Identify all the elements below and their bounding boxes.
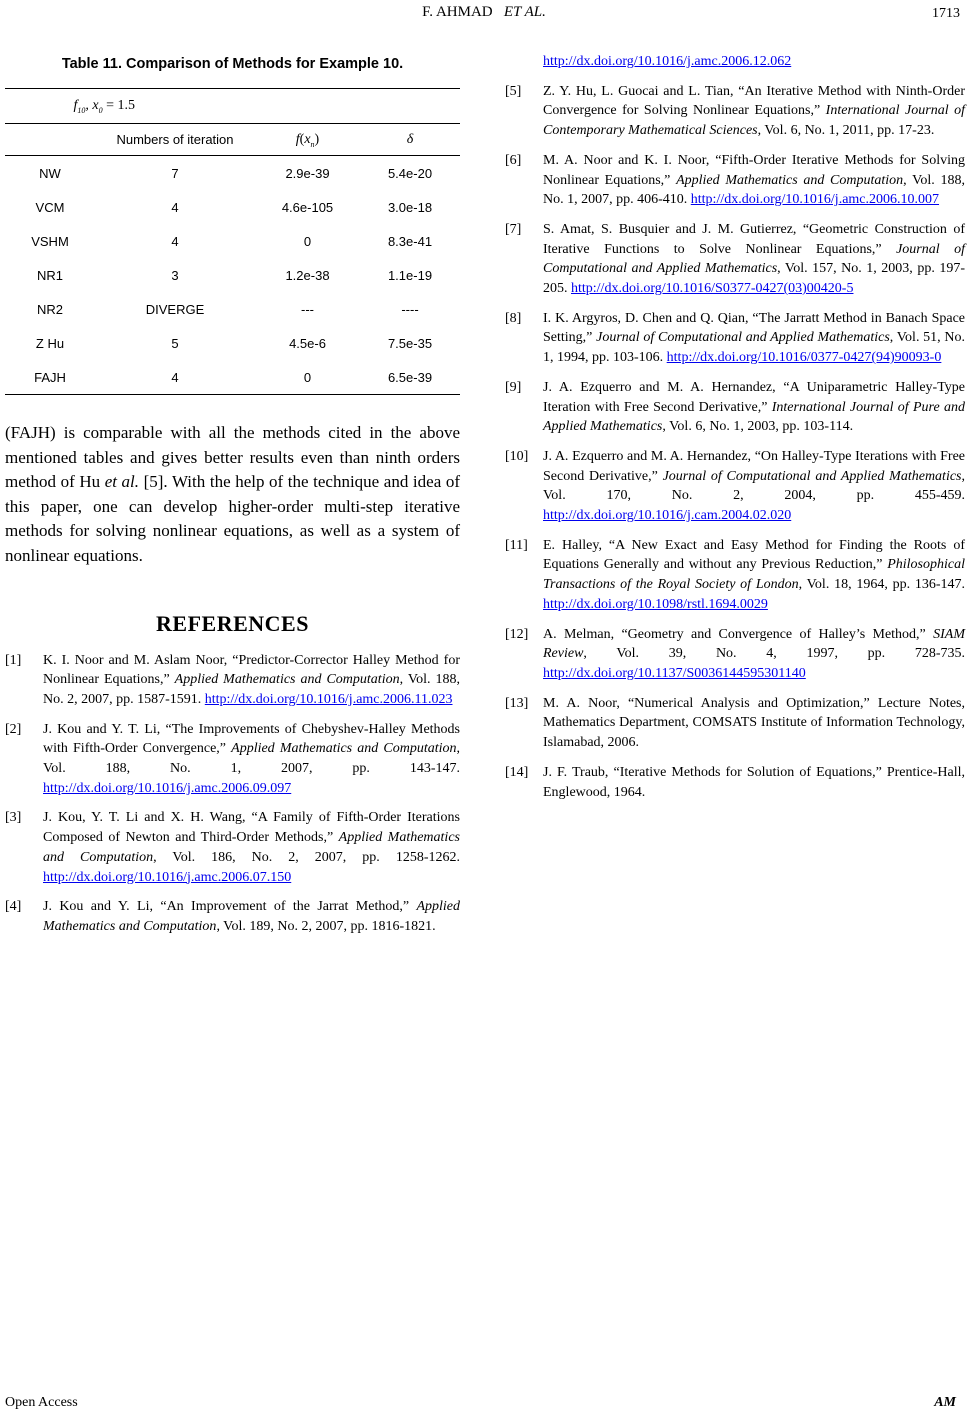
reference-number: [8] — [505, 310, 522, 326]
reference-journal: International Journal of Contemporary Mathematical Sciences — [543, 103, 965, 139]
running-header — [0, 4, 968, 21]
reference-text: M. A. Noor and K. I. Noor, “Fifth-Order Iterative Methods for Solving Nonlinear Equations,” Applied Mathematics and Computation, Vol. 188, No. 1, 2007, pp. 406-410. http://dx.doi.org/10.1016/j.amc.2006.10.007 — [543, 152, 966, 208]
references-heading: REFERENCES — [156, 610, 309, 636]
reference-number: [2] — [5, 721, 22, 737]
table-row — [5, 190, 460, 224]
doi-link[interactable]: http://dx.doi.org/10.1016/j.amc.2006.07.150 — [43, 869, 292, 885]
header-delta: δ — [360, 124, 460, 156]
reference-text — [543, 52, 965, 72]
table-cell-fx: --- — [301, 301, 314, 317]
reference-journal: International Journal of Pure and Applied Mathematics — [543, 399, 965, 435]
doi-link[interactable]: http://dx.doi.org/10.1016/j.amc.2006.10.007 — [690, 192, 940, 208]
table-cell-delta: 3.0e-18 — [387, 199, 433, 215]
reference-journal: Journal of Computational and Applied Mathematics — [543, 241, 965, 277]
table-cell-method: NR2 — [36, 301, 63, 317]
reference-number: [3] — [5, 810, 22, 826]
reference-text: J. A. Ezquerro and M. A. Hernandez, “On Halley-Type Iterations with Free Second Derivative,” Journal of Computational and Applied Mathematics, Vol. 170, No. 2, 2004, pp. 455-459. http://dx.doi.org/10.1016/j.cam.2004.02.020 — [543, 448, 965, 524]
table-cell-iter: 3 — [171, 267, 179, 283]
reference-number: [12] — [505, 626, 529, 642]
reference-item — [505, 694, 965, 753]
table-cell-delta: 5.4e-20 — [387, 165, 433, 181]
reference-journal: Journal of Computational and Applied Mathematics — [596, 330, 890, 346]
reference-text: Z. Y. Hu, L. Guocai and L. Tian, “An Iterative Method with Ninth-Order Convergence for Solving Nonlinear Equations,” International Journal of Contemporary Mathematical Sciences, Vol. 6, No. 1, 2011, pp. 17-23. — [543, 83, 965, 139]
table-cell-fx: 4.6e-105 — [281, 199, 334, 215]
table-cell-method: Z Hu — [35, 335, 65, 351]
table-cell-iter: 4 — [171, 199, 179, 215]
reference-text: A. Melman, “Geometry and Convergence of Halley’s Method,” SIAM Review, Vol. 39, No. 4, 1997, pp. 728-735. http://dx.doi.org/10.1137/S0036144595301140 — [543, 626, 965, 681]
reference-number: [13] — [505, 695, 529, 711]
reference-journal: Philosophical Transactions of the Royal Society of London — [543, 557, 965, 593]
right-column — [505, 52, 965, 812]
header-iterations: Numbers of iteration — [95, 124, 255, 156]
header-etal: ET AL. — [503, 4, 546, 20]
reference-item — [505, 309, 965, 368]
table-row — [5, 326, 460, 360]
table-cell-iter: 7 — [171, 165, 179, 181]
reference-item — [505, 82, 965, 141]
doi-link[interactable]: http://dx.doi.org/10.1016/j.amc.2006.11.023 — [204, 691, 453, 707]
table-cell-iter: 4 — [95, 360, 255, 395]
references-list-left — [5, 651, 460, 937]
table-cell-fx: 1.2e-38 — [285, 267, 330, 283]
reference-item — [505, 151, 965, 210]
reference-text: J. F. Traub, “Iterative Methods for Solution of Equations,” Prentice-Hall, Englewood, 1964. — [543, 764, 965, 800]
reference-item — [505, 378, 965, 437]
reference-text: J. Kou, Y. T. Li and X. H. Wang, “A Family of Fifth-Order Iterations Composed of Newton and Third-Order Methods,” Applied Mathematics and Computation, Vol. 186, No. 2, 2007, pp. 1258-1262. http://dx.doi.org/10.1016/j.amc.2006.07.150 — [43, 810, 460, 885]
table-cell-delta: ---- — [401, 301, 419, 317]
reference-journal: Applied Mathematics and Computation — [231, 741, 457, 757]
table-row — [5, 292, 460, 326]
reference-text: J. A. Ezquerro and M. A. Hernandez, “A Uniparametric Halley-Type Iteration with Free Second Derivative,” International Journal of Pure and Applied Mathematics, Vol. 6, No. 1, 2003, pp. 103-114. — [543, 379, 965, 435]
reference-number: [7] — [505, 221, 522, 237]
reference-item — [5, 720, 460, 799]
doi-link[interactable]: http://dx.doi.org/10.1016/S0377-0427(03)00420-5 — [571, 281, 854, 297]
reference-number — [505, 52, 543, 72]
page-number: 1713 — [932, 6, 960, 21]
reference-number: [4] — [5, 899, 22, 915]
reference-text: M. A. Noor, “Numerical Analysis and Optimization,” Lecture Notes, Mathematics Department, COMSATS Institute of Information Technology, Islamabad, 2006. — [543, 695, 965, 751]
reference-number: [10] — [505, 448, 529, 464]
table-row — [5, 224, 460, 258]
footer-journal: AM — [934, 1395, 956, 1410]
doi-link[interactable]: http://dx.doi.org/10.1098/rstl.1694.0029 — [543, 596, 768, 612]
table-cell-method: VCM — [35, 199, 65, 215]
table-row — [5, 360, 460, 395]
reference-item — [505, 52, 965, 72]
table-condition-row — [5, 89, 460, 124]
doi-link[interactable]: http://dx.doi.org/10.1016/j.amc.2006.12.062 — [543, 54, 792, 69]
reference-journal: SIAM Review — [543, 626, 965, 662]
header-author: F. AHMAD — [422, 4, 493, 20]
table-cell-method: NR1 — [36, 267, 63, 283]
reference-journal: Applied Mathematics and Computation — [676, 172, 904, 188]
doi-link[interactable]: http://dx.doi.org/10.1016/0377-0427(94)90093-0 — [666, 350, 942, 366]
reference-number: [1] — [5, 652, 22, 668]
reference-text: J. Kou and Y. T. Li, “The Improvements of Chebyshev-Halley Methods with Fifth-Order Convergence,” Applied Mathematics and Computation, Vol. 188, No. 1, 2007, pp. 143-147. http://dx.doi.org/10.1016/j.amc.2006.09.097 — [43, 721, 461, 796]
doi-link[interactable]: http://dx.doi.org/10.1016/j.amc.2006.09.097 — [43, 780, 292, 796]
reference-text: E. Halley, “A New Exact and Easy Method for Finding the Roots of Equations Generally and without any Previous Reduction,” Philosophical Transactions of the Royal Society of London, Vol. 18, 1964, pp. 136-147. http://dx.doi.org/10.1098/rstl.1694.0029 — [543, 537, 965, 612]
reference-text: K. I. Noor and M. Aslam Noor, “Predictor-Corrector Halley Method for Nonlinear Equations,” Applied Mathematics and Computation, Vol. 188, No. 2, 2007, pp. 1587-1591. http://dx.doi.org/10.1016/j.amc.2006.11.023 — [43, 652, 461, 707]
reference-item — [5, 897, 460, 936]
comparison-table — [5, 88, 460, 395]
reference-item — [5, 651, 460, 710]
reference-text: S. Amat, S. Busquier and J. M. Gutierrez, “Geometric Construction of Iterative Functions to Solve Nonlinear Equations,” Journal of Computational and Applied Mathematics, Vol. 157, No. 1, 2003, pp. 197-205. http://dx.doi.org/10.1016/S0377-0427(03)00420-5 — [543, 221, 965, 297]
conclusion-paragraph: (FAJH) is comparable with all the methods cited in the above mentioned tables and gives better results even than ninth orders method of Hu et al. [5]. With the help of the technique and idea of this paper, one can develop higher-order multi-step iterative methods for solving nonlinear equations, as well as a system of nonlinear equations. — [5, 423, 460, 565]
reference-item — [505, 536, 965, 615]
table-cell-iter: 5 — [171, 335, 179, 351]
doi-link[interactable]: http://dx.doi.org/10.1016/j.cam.2004.02.020 — [543, 508, 792, 524]
table-cell-delta: 7.5e-35 — [387, 335, 433, 351]
table-cell-fx: 0 — [303, 233, 312, 249]
table-cell-fx: 2.9e-39 — [285, 165, 330, 181]
references-list-right — [505, 52, 965, 802]
reference-item — [505, 763, 965, 802]
left-column — [5, 50, 460, 947]
reference-item — [505, 625, 965, 684]
table-caption: Table 11. Comparison of Methods for Example 10. — [61, 56, 404, 72]
reference-text: J. Kou and Y. Li, “An Improvement of the Jarrat Method,” Applied Mathematics and Computation, Vol. 189, No. 2, 2007, pp. 1816-1821. — [43, 899, 460, 934]
reference-number: [9] — [505, 379, 522, 395]
reference-journal: Journal of Computational and Applied Mathematics — [662, 468, 962, 484]
reference-number: [5] — [505, 83, 522, 99]
table-cell-delta: 1.1e-19 — [387, 267, 433, 283]
reference-text: I. K. Argyros, D. Chen and Q. Qian, “The Jarratt Method in Banach Space Setting,” Journal of Computational and Applied Mathematics, Vol. 51, No. 1, 1994, pp. 103-106. http://dx.doi.org/10.1016/0377-0427(94)90093-0 — [543, 310, 965, 366]
reference-journal: Applied Mathematics and Computation — [174, 672, 400, 688]
table-cell-iter: 4 — [171, 233, 179, 249]
reference-journal: Applied Mathematics and Computation — [43, 899, 460, 934]
table-header-row — [5, 124, 460, 156]
table-row — [5, 156, 460, 191]
reference-item — [5, 808, 460, 887]
table-cell-fx: 0 — [255, 360, 360, 395]
footer-open-access: Open Access — [5, 1395, 78, 1410]
table-cell-delta: 8.3e-41 — [387, 233, 433, 249]
table-cell-method: VSHM — [31, 233, 69, 249]
table-cell-iter: DIVERGE — [145, 301, 205, 317]
header-fx: $f(x_n)$ — [255, 124, 360, 156]
table-cell-method: NW — [39, 165, 61, 181]
reference-item — [505, 220, 965, 299]
doi-link[interactable]: http://dx.doi.org/10.1137/S0036144595301140 — [543, 665, 806, 681]
table-cell-fx: 4.5e-6 — [289, 335, 326, 351]
reference-item — [505, 447, 965, 526]
table-row — [5, 258, 460, 292]
reference-number: [6] — [505, 152, 522, 168]
reference-number: [14] — [505, 764, 529, 780]
table-cell-delta: 6.5e-39 — [360, 360, 460, 395]
table-cell-method: FAJH — [5, 360, 95, 395]
reference-journal: Applied Mathematics and Computation — [43, 830, 460, 865]
table-condition: $f_{10}$, $x_0 = 1.5$ — [5, 89, 255, 124]
reference-number: [11] — [505, 537, 528, 553]
